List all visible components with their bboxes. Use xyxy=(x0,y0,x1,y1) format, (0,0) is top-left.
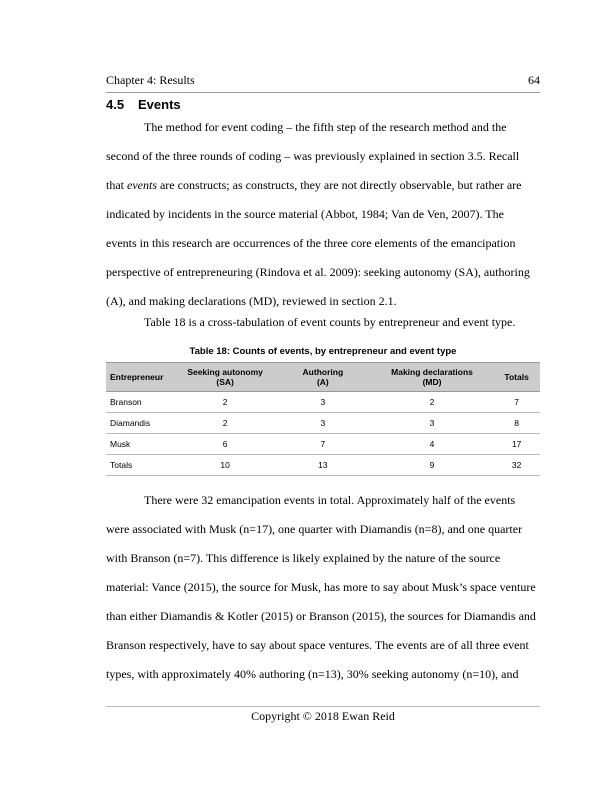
paragraph-line xyxy=(106,178,522,193)
paragraph-line: There were 32 emancipation events in total. Approximately half of the events xyxy=(144,493,516,507)
header-seeking-autonomy xyxy=(175,363,275,392)
header-text: Seeking autonomy xyxy=(187,367,263,377)
header-text: (MD) xyxy=(422,377,442,387)
paragraph-line: events in this research are occurrences of the three core elements of the emancipation xyxy=(106,236,516,250)
cell-a: 7 xyxy=(275,434,371,455)
cell-sa: 2 xyxy=(175,392,275,413)
header-entrepreneur: Entrepreneur xyxy=(106,363,175,392)
cell-md: 9 xyxy=(371,455,493,476)
page-footer: Copyright © 2018 Ewan Reid xyxy=(106,706,540,724)
paragraph-line: second of the three rounds of coding – was previously explained in section 3.5. Recall xyxy=(106,149,520,163)
header-text: (A) xyxy=(316,377,329,387)
header-text: Authoring xyxy=(302,367,344,377)
paragraph-line: were associated with Musk (n=17), one quarter with Diamandis (n=8), and one quarter xyxy=(106,522,523,536)
running-header xyxy=(106,70,540,93)
text-run: are constructs; as constructs, they are not directly observable, but rather are xyxy=(156,178,522,192)
paragraph-line: Branson respectively, have to say about space ventures. The events are of all three event xyxy=(106,638,529,652)
cell-md: 4 xyxy=(371,434,493,455)
cell-md: 2 xyxy=(371,392,493,413)
cell-sa: 6 xyxy=(175,434,275,455)
cell-total: 7 xyxy=(493,392,540,413)
cell-a: 3 xyxy=(275,392,371,413)
cell-name: Branson xyxy=(106,392,175,413)
cell-a: 3 xyxy=(275,413,371,434)
cell-md: 3 xyxy=(371,413,493,434)
emphasis-text: events xyxy=(127,178,157,192)
table-row xyxy=(106,413,540,434)
header-making-declarations xyxy=(371,363,493,392)
cell-name: Musk xyxy=(106,434,175,455)
cell-sa: 10 xyxy=(175,455,275,476)
header-text: Making declarations xyxy=(391,367,473,377)
header-text: (SA) xyxy=(216,377,234,387)
cell-total: 8 xyxy=(493,413,540,434)
table-caption: Table 18: Counts of events, by entrepreneur and event type xyxy=(189,346,457,357)
cell-a: 13 xyxy=(275,455,371,476)
paragraph-line: types, with approximately 40% authoring (n=13), 30% seeking autonomy (n=10), and xyxy=(106,667,519,681)
section-number: 4.5 xyxy=(106,97,125,112)
section-title: Events xyxy=(138,97,181,112)
chapter-title: Chapter 4: Results xyxy=(106,73,195,87)
header-authoring xyxy=(275,363,371,392)
paragraph-line: indicated by incidents in the source material (Abbot, 1984; Van de Ven, 2007). The xyxy=(106,207,504,221)
table-row xyxy=(106,434,540,455)
table-row xyxy=(106,455,540,476)
cell-total: 17 xyxy=(493,434,540,455)
text-run: that xyxy=(106,178,127,192)
paragraph-line: with Branson (n=7). This difference is likely explained by the nature of the source xyxy=(106,551,501,565)
cell-sa: 2 xyxy=(175,413,275,434)
section-heading xyxy=(106,97,181,112)
events-table xyxy=(106,362,540,476)
header-totals: Totals xyxy=(493,363,540,392)
paragraph-line: The method for event coding – the fifth step of the research method and the xyxy=(144,120,507,134)
paragraph-line: material: Vance (2015), the source for Musk, has more to say about Musk’s space venture xyxy=(106,580,536,594)
page-number: 64 xyxy=(528,73,540,87)
cell-name: Totals xyxy=(106,455,175,476)
paragraph-line: perspective of entrepreneuring (Rindova et al. 2009): seeking autonomy (SA), authoring xyxy=(106,265,530,279)
paragraph-line: Table 18 is a cross-tabulation of event counts by entrepreneur and event type. xyxy=(144,315,516,329)
cell-total: 32 xyxy=(493,455,540,476)
cell-name: Diamandis xyxy=(106,413,175,434)
table-row xyxy=(106,392,540,413)
paragraph-line: than either Diamandis & Kotler (2015) or Branson (2015), the sources for Diamandis and xyxy=(106,609,536,623)
paragraph-line: (A), and making declarations (MD), reviewed in section 2.1. xyxy=(106,294,397,308)
table-header-row xyxy=(106,363,540,392)
